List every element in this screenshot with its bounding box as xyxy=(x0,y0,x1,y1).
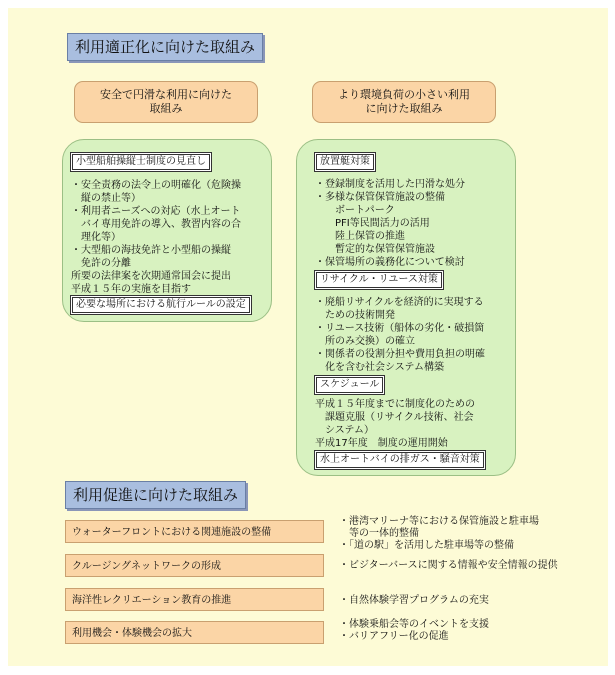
diagram-canvas xyxy=(8,8,608,666)
right-header-schedule: スケジュール xyxy=(314,375,385,395)
right-header-recycle: リサイクル・リユース対策 xyxy=(314,270,444,290)
col-right-label: より環境負荷の小さい利用 に向けた取組み xyxy=(312,81,496,123)
promotion-row-label: 利用機会・体験機会の拡大 xyxy=(65,621,324,644)
right-header-emissions: 水上オートバイの排ガス・騒音対策 xyxy=(314,450,486,470)
promotion-row-desc: ・自然体験学習プログラムの充実 xyxy=(339,595,489,606)
col-left-label: 安全で円滑な利用に向けた 取組み xyxy=(74,81,258,123)
promotion-row-desc: ・ビジターバースに関する情報や安全情報の提供 xyxy=(339,560,558,571)
promotion-row-desc: ・港湾マリーナ等における保管施設と駐車場 等の一体的整備 ・「道の駅」を活用した駐車場等の整備 xyxy=(339,516,539,551)
right-body-recycle: ・廃船リサイクルを経済的に実現する ための技術開発 ・リユース技術（船体の劣化・破損箇 所のみ交換）の確立 ・関係者の役割分担や費用負担の明確 化を含む社会システム構築 xyxy=(315,297,485,373)
promotion-row-desc: ・体験乗船会等のイベントを支援 ・バリアフリー化の促進 xyxy=(339,619,489,642)
left-green-box xyxy=(62,139,272,322)
right-green-box xyxy=(296,139,516,476)
right-header-abandoned-boats: 放置艇対策 xyxy=(314,152,376,172)
right-body-abandoned-boats: ・登録制度を活用した円滑な処分 ・多様な保管保管施設の整備 ボートパーク PFI等民間活力の活用 陸上保管の推進 暫定的な保管保管施設 ・保管場所の義務化について検討 xyxy=(315,179,465,268)
section2-title: 利用促進に向けた取組み xyxy=(65,481,246,509)
left-body-text: ・安全责務の法令上の明確化（危険操 縦の禁止等） ・利用者ニーズへの対応（水上オート バイ専用免許の導入、教習内容の合 理化等） ・大型船の海技免許と小型船の操縦 免許の分離 所要の法律案を次期通常国会に提出 平成１５年の実施を目指す xyxy=(71,180,241,295)
promotion-row-label: クルージングネットワークの形成 xyxy=(65,554,324,577)
promotion-row-label: ウォーターフロントにおける関連施設の整備 xyxy=(65,520,324,543)
left-header-small-vessel: 小型船舶操縦士制度の見直し xyxy=(70,152,212,172)
left-header-navigation-rules: 必要な場所における航行ルールの設定 xyxy=(70,295,252,315)
section1-title: 利用適正化に向けた取組み xyxy=(67,33,263,61)
right-body-schedule: 平成１５年度までに制度化のための 課題克服（リサイクル技術、社会 システム） 平成17年度 制度の運用開始 xyxy=(315,399,475,449)
promotion-row-label: 海洋性レクリエーション教育の推進 xyxy=(65,588,324,611)
